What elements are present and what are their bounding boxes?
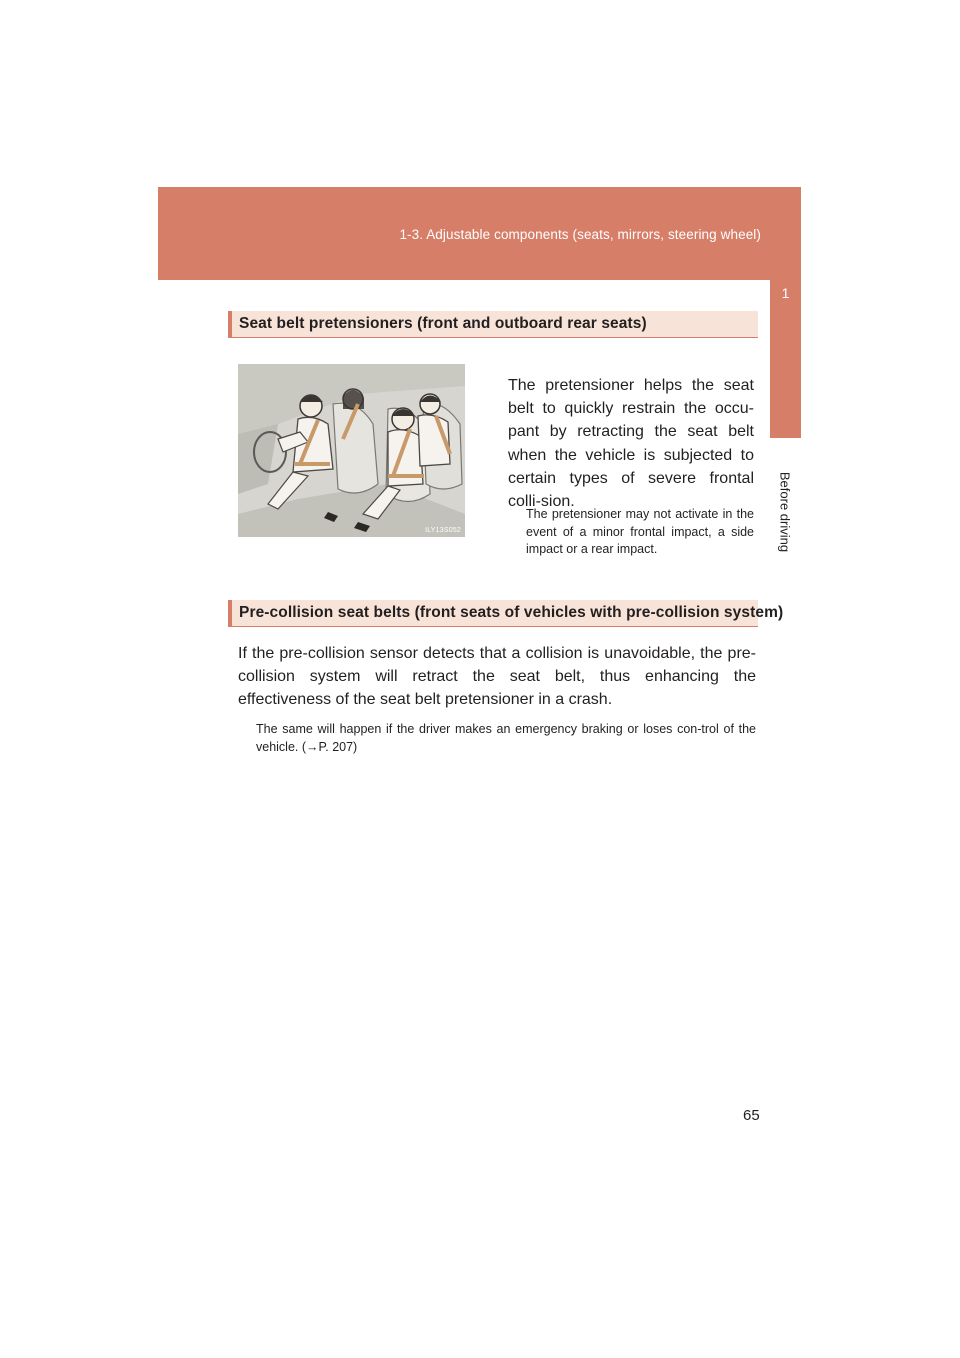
pretensioner-note: The pretensioner may not activate in the event of a minor frontal impact, a side impact or a rear impact.: [526, 507, 754, 556]
section-heading-text: Pre-collision seat belts (front seats of vehicles with pre-collision system): [239, 604, 784, 621]
chapter-section-title: 1-3. Adjustable components (seats, mirrors, steering wheel): [399, 227, 761, 242]
pretensioner-illustration: [238, 364, 465, 537]
heading-accent-bar: [228, 311, 232, 337]
pre-collision-note: The same will happen if the driver makes an emergency braking or loses con-trol of the vehicle. (→P. 207): [256, 722, 756, 754]
heading-accent-bar: [228, 600, 232, 626]
chapter-header-band: [158, 187, 801, 280]
section-heading-text: Seat belt pretensioners (front and outboard rear seats): [239, 315, 647, 332]
figure-code: ILY13S052: [425, 527, 461, 534]
chapter-side-label: Before driving: [777, 471, 793, 553]
page-number: 65: [743, 1107, 760, 1124]
car-interior-drawing: [238, 364, 465, 537]
pre-collision-description: If the pre-collision sensor detects that a collision is unavoidable, the pre-collision system will retract the seat belt, thus enhancing the effectiveness of the seat belt pretensioner in a crash.: [238, 645, 756, 709]
chapter-side-tab: [770, 187, 801, 438]
pretensioner-description: The pretensioner helps the seat belt to quickly restrain the occu-pant by retracting the seat belt when the vehicle is subjected to certain types of severe frontal colli-sion.: [508, 377, 754, 511]
chapter-number: 1: [781, 285, 790, 301]
section-heading-pre-collision: [228, 600, 784, 627]
section-heading-pretensioners: [228, 311, 758, 338]
